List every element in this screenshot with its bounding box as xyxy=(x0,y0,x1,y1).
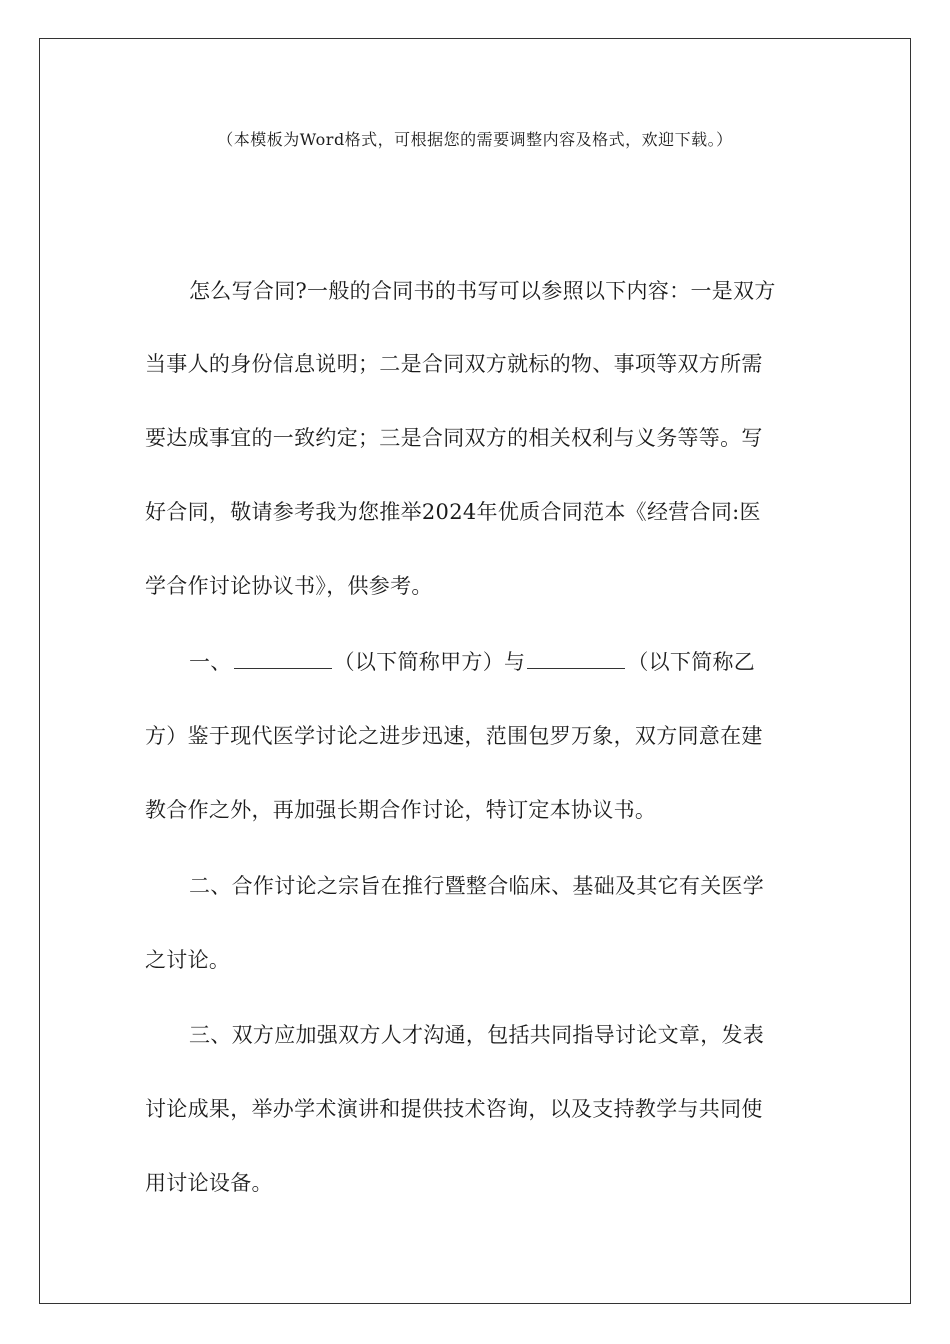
clause-1-line-2: 方）鉴于现代医学讨论之进步迅速，范围包罗万象，双方同意在建 xyxy=(145,724,763,748)
template-note: （本模板为Word格式，可根据您的需要调整内容及格式，欢迎下载。） xyxy=(217,130,733,149)
intro-line-4: 好合同，敬请参考我为您推举2024年优质合同范本《经营合同:医 xyxy=(145,500,761,524)
clause-1-prefix: 一、 xyxy=(189,650,232,674)
party-a-blank xyxy=(234,648,332,669)
party-b-blank xyxy=(527,648,625,669)
intro-line-1: 怎么写合同?一般的合同书的书写可以参照以下内容：一是双方 xyxy=(189,279,776,303)
clause-1-mid: （以下简称甲方）与 xyxy=(333,650,526,674)
clause-1-line-1 xyxy=(189,648,755,676)
intro-line-3: 要达成事宜的一致约定；三是合同双方的相关权利与义务等等。写 xyxy=(145,426,763,450)
clause-1-line-3: 教合作之外，再加强长期合作讨论，特订定本协议书。 xyxy=(145,798,657,822)
clause-2-line-2: 之讨论。 xyxy=(145,948,231,972)
clause-3-line-3: 用讨论设备。 xyxy=(145,1171,273,1195)
intro-line-2: 当事人的身份信息说明；二是合同双方就标的物、事项等双方所需 xyxy=(145,352,763,376)
clause-3-line-2: 讨论成果，举办学术演讲和提供技术咨询，以及支持教学与共同使 xyxy=(145,1097,763,1121)
intro-line-5: 学合作讨论协议书》，供参考。 xyxy=(145,574,433,598)
clause-2-line-1: 二、合作讨论之宗旨在推行暨整合临床、基础及其它有关医学 xyxy=(189,874,765,898)
clause-3-line-1: 三、双方应加强双方人才沟通，包括共同指导讨论文章，发表 xyxy=(189,1023,765,1047)
clause-1-suffix: （以下简称乙 xyxy=(627,650,756,674)
